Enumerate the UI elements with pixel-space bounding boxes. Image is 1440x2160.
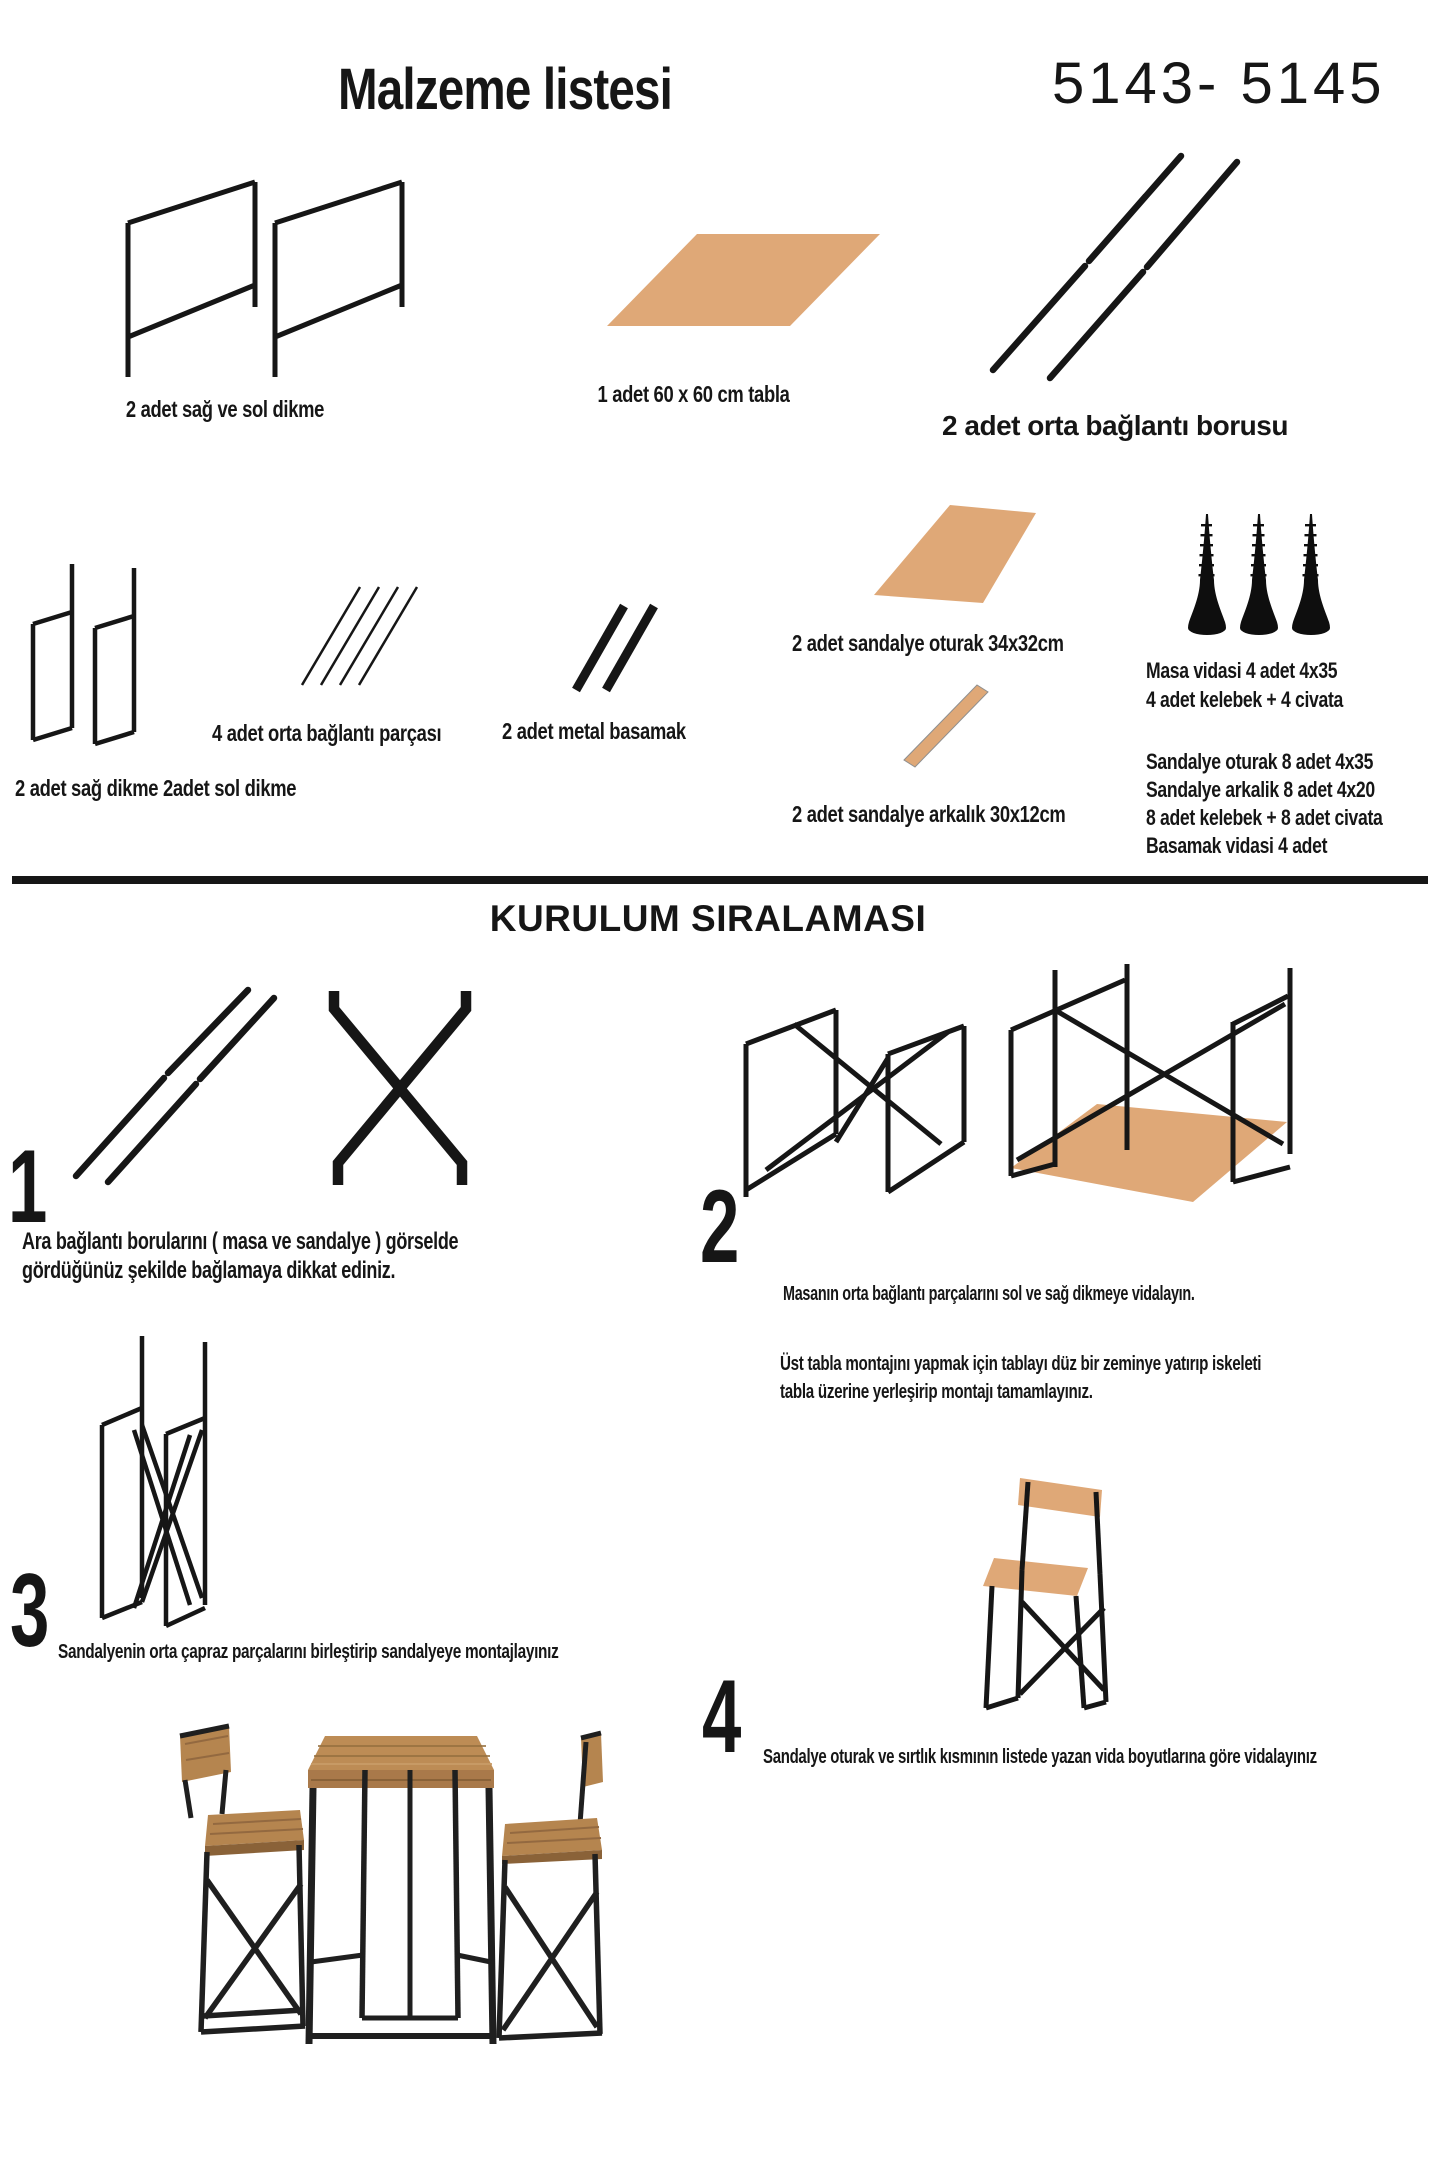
step1-text-line1: Ara bağlantı borularını ( masa ve sandalye ) görselde (22, 1228, 459, 1255)
step1-text (22, 1228, 604, 1285)
step1-tubes-icon (66, 980, 281, 1190)
screws-icon (1186, 512, 1344, 642)
connection-tubes-icon (985, 138, 1255, 386)
product-photo (125, 1712, 605, 2052)
product-code: 5143- 5145 (1052, 51, 1386, 116)
step4-number: 4 (702, 1659, 742, 1775)
assembly-heading: KURULUM SIRALAMASI (489, 898, 927, 939)
step1-number: 1 (8, 1129, 48, 1245)
label-side-panels: 2 adet sağ ve sol dikme (125, 396, 325, 422)
screws-table-line1: Masa vidasi 4 adet 4x35 (1146, 658, 1338, 683)
screws-chair-line1: Sandalye oturak 8 adet 4x35 (1146, 749, 1374, 774)
step4-text: Sandalye oturak ve sırtlık kısmının listede yazan vida boyutlarına göre vidalayınız (763, 1745, 1317, 1768)
step2-text2-line2: tabla üzerine yerleşirip montajı tamamlayınız. (780, 1380, 1093, 1403)
chair-backrest-icon (898, 680, 998, 775)
screws-chair-line4: Basamak vidasi 4 adet (1146, 833, 1328, 858)
chair-seat-icon (866, 496, 1046, 611)
step4-chair-icon (978, 1462, 1153, 1717)
label-chair-seat: 2 adet sandalye oturak 34x32cm (792, 630, 1064, 656)
step3-text: Sandalyenin orta çapraz parçalarını birleştirip sandalyeye montajlayınız (58, 1640, 559, 1663)
side-panels-icon (120, 170, 410, 382)
chair-panels-icon (25, 560, 147, 756)
step3-chair-frame-icon (90, 1330, 270, 1635)
label-chair-panels: 2 adet sağ dikme 2adet sol dikme (15, 775, 297, 801)
label-middle-connectors: 4 adet orta bağlantı parçası (212, 720, 442, 746)
step2-text2-line1: Üst tabla montajını yapmak için tablayı düz bir zeminye yatırıp iskeleti (780, 1352, 1262, 1375)
metal-steps-icon (566, 600, 666, 695)
label-chair-backrest: 2 adet sandalye arkalık 30x12cm (792, 801, 1066, 827)
middle-connectors-icon (298, 582, 438, 690)
step3-number: 3 (10, 1553, 50, 1669)
screws-table-line2: 4 adet kelebek + 4 civata (1146, 687, 1343, 712)
step1-text-line2: gördüğünüz şekilde bağlamaya dikkat ediniz. (22, 1256, 396, 1284)
screws-table-list (1146, 656, 1392, 714)
section-divider (12, 876, 1428, 884)
label-connection-tubes: 2 adet orta bağlantı borusu (942, 410, 1288, 441)
page-title: Malzeme listesi (338, 57, 672, 122)
label-table-top: 1 adet 60 x 60 cm tabla (597, 381, 790, 407)
step2-number: 2 (700, 1169, 740, 1285)
step2-frame-assembly-icon (736, 992, 976, 1207)
label-metal-steps: 2 adet metal basamak (502, 718, 686, 744)
table-top-icon (598, 228, 888, 336)
step2-frame-with-top-icon (995, 962, 1305, 1207)
step2-text1: Masanın orta bağlantı parçalarını sol ve sağ dikmeye vidalayın. (783, 1283, 1195, 1305)
screws-chair-list (1146, 748, 1440, 860)
step2-text2 (780, 1350, 1430, 1406)
screws-chair-line3: 8 adet kelebek + 8 adet civata (1146, 805, 1383, 830)
step1-cross-brace-icon (320, 985, 480, 1190)
screws-chair-line2: Sandalye arkalik 8 adet 4x20 (1146, 777, 1375, 802)
